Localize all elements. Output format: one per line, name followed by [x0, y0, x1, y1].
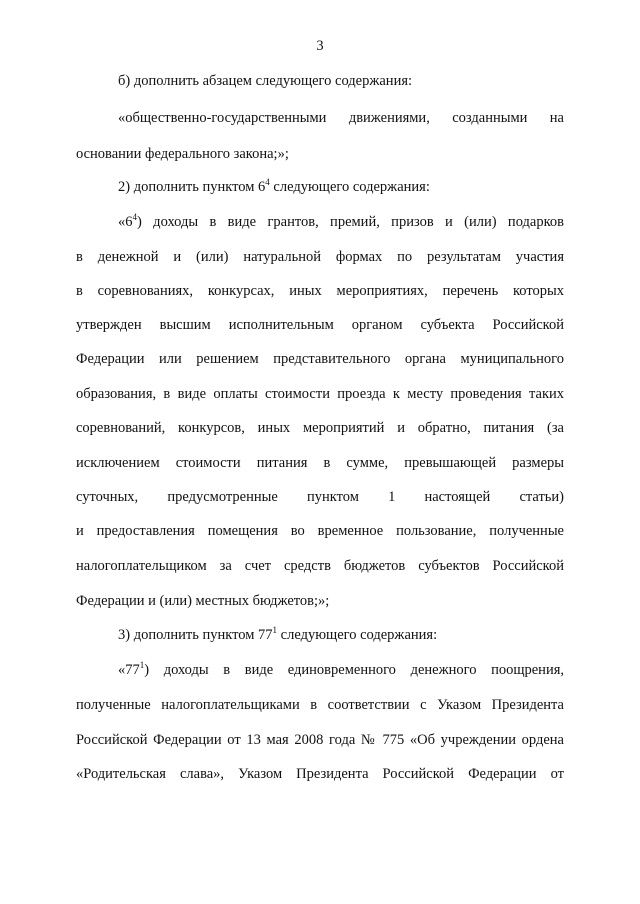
paragraph-line: и предоставления помещения во временное пользование, полученные [76, 523, 564, 539]
superscript: 4 [265, 177, 270, 187]
paragraph-line: образования, в виде оплаты стоимости проезда к месту проведения таких [76, 386, 564, 402]
paragraph-line: «общественно-государственными движениями, созданными на [118, 110, 564, 126]
line-text: «77 [118, 662, 140, 678]
paragraph-line: Федерации и (или) местных бюджетов;»; [76, 593, 330, 609]
paragraph-line: налогоплательщиком за счет средств бюджетов субъектов Российской [76, 558, 564, 574]
paragraph-line [118, 660, 564, 680]
superscript: 1 [272, 625, 278, 635]
paragraph-line: в денежной и (или) натуральной формах по результатам участия [76, 249, 564, 265]
paragraph-line [118, 177, 564, 197]
superscript: 1 [139, 660, 145, 670]
paragraph-line: соревнований, конкурсов, иных мероприятий и обратно, питания (за [76, 420, 564, 436]
paragraph-line: исключением стоимости питания в сумме, превышающей размеры [76, 455, 564, 471]
paragraph-line: Российской Федерации от 13 мая 2008 года № 775 «Об учреждении ордена [76, 732, 564, 748]
line-text: 2) дополнить пунктом 6 [118, 179, 266, 195]
paragraph-line: б) дополнить абзацем следующего содержания: [118, 73, 413, 89]
page-number: 3 [316, 38, 324, 54]
line-text: следующего содержания: [269, 179, 430, 195]
paragraph-line: суточных, предусмотренные пунктом 1 настоящей статьи) [76, 489, 564, 505]
line-text: ) доходы в виде грантов, премий, призов и (или) подарков [137, 214, 564, 230]
paragraph-line: «Родительская слава», Указом Президента Российской Федерации от [76, 766, 564, 782]
paragraph-line: основании федерального закона;»; [76, 146, 289, 162]
line-text: 3) дополнить пунктом 77 [118, 627, 273, 643]
paragraph-line: в соревнованиях, конкурсах, иных мероприятиях, перечень которых [76, 283, 564, 299]
line-text: следующего содержания: [277, 627, 438, 643]
paragraph-line [118, 625, 564, 645]
line-text: ) доходы в виде единовременного денежного поощрения, [144, 662, 564, 678]
superscript: 4 [132, 212, 137, 222]
paragraph-line: утвержден высшим исполнительным органом субъекта Российской [76, 317, 564, 333]
line-text: «6 [118, 214, 133, 230]
paragraph-line: Федерации или решением представительного органа муниципального [76, 351, 564, 367]
paragraph-line [118, 212, 564, 232]
paragraph-line: полученные налогоплательщиками в соответствии с Указом Президента [76, 697, 564, 713]
